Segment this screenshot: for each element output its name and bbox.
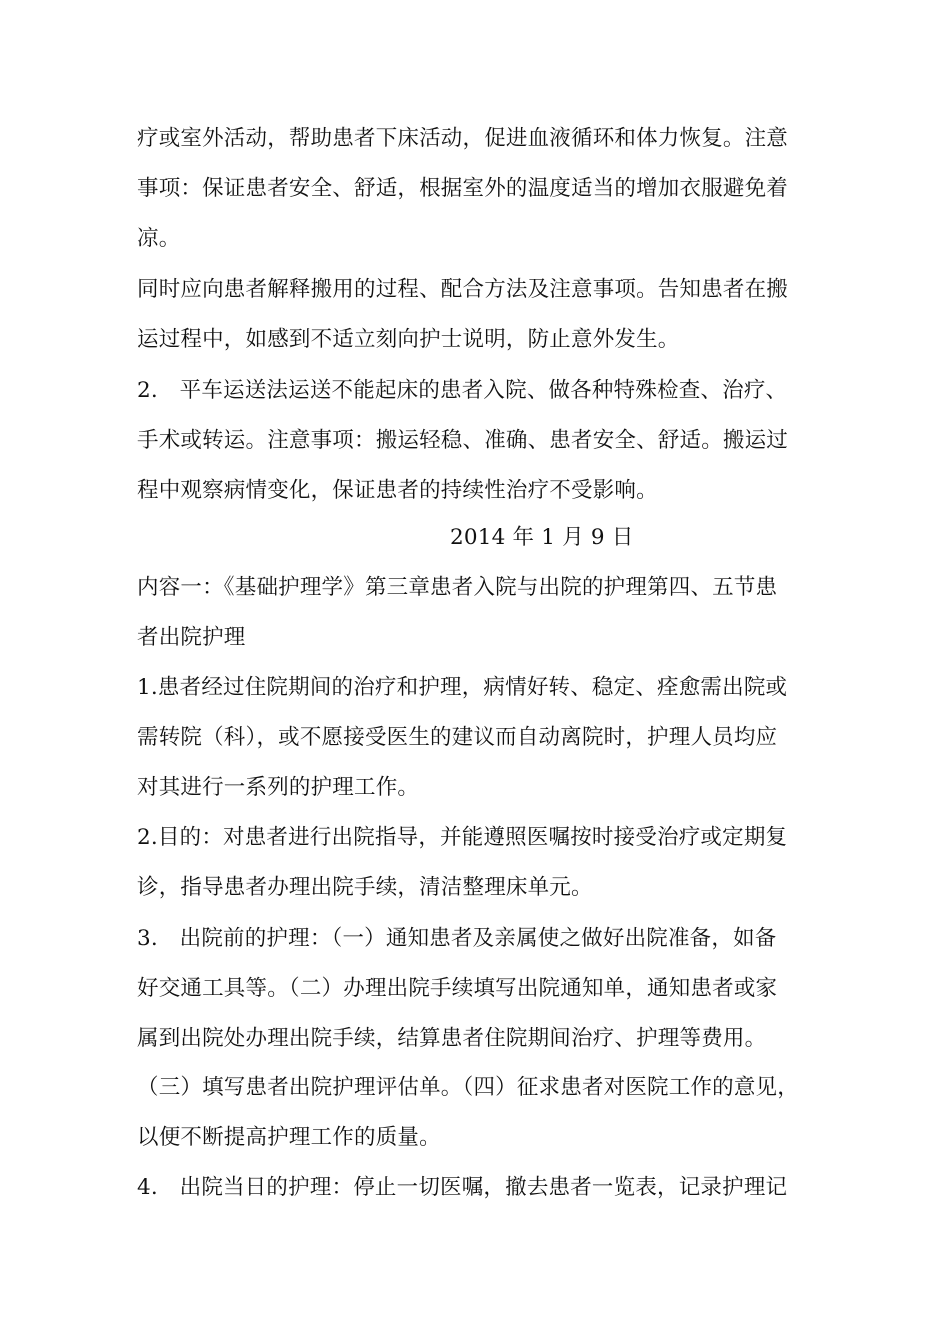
paragraph-line: 对其进行一系列的护理工作。 [137,775,420,800]
paragraph-line: （三）填写患者出院护理评估单。（四）征求患者对医院工作的意见， [137,1075,799,1100]
paragraph-line: 1.患者经过住院期间的治疗和护理，病情好转、稳定、痊愈需出院或 [137,675,788,700]
paragraph-line: 者出院护理 [137,625,246,650]
paragraph-line: 凉。 [137,226,181,251]
paragraph-line: 内容一：《基础护理学》第三章患者入院与出院的护理第四、五节患 [137,575,778,600]
paragraph-line: 好交通工具等。（二）办理出院手续填写出院通知单，通知患者或家 [137,976,778,1001]
paragraph-line: 4. 出院当日的护理：停止一切医嘱，撤去患者一览表，记录护理记 [137,1175,788,1200]
paragraph-line: 疗或室外活动，帮助患者下床活动，促进血液循环和体力恢复。注意 [137,126,789,151]
date-heading: 2014 年 1 月 9 日 [450,525,634,550]
paragraph-line: 手术或转运。注意事项：搬运轻稳、准确、患者安全、舒适。搬运过 [137,428,789,453]
paragraph-line: 3. 出院前的护理：（一）通知患者及亲属使之做好出院准备，如备 [137,926,777,951]
paragraph-line: 2.目的：对患者进行出院指导，并能遵照医嘱按时接受治疗或定期复 [137,825,788,850]
paragraph-line: 属到出院处办理出院手续，结算患者住院期间治疗、护理等费用。 [137,1026,767,1051]
paragraph-line: 同时应向患者解释搬用的过程、配合方法及注意事项。告知患者在搬 [137,277,789,302]
paragraph-line: 程中观察病情变化，保证患者的持续性治疗不受影响。 [137,478,658,503]
paragraph-line: 以便不断提高护理工作的质量。 [137,1125,441,1150]
paragraph-line: 2. 平车运送法运送不能起床的患者入院、做各种特殊检查、治疗、 [137,378,788,403]
paragraph-line: 运过程中，如感到不适立刻向护士说明，防止意外发生。 [137,327,680,352]
paragraph-line: 诊，指导患者办理出院手续，清洁整理床单元。 [137,875,593,900]
paragraph-line: 需转院（科），或不愿接受医生的建议而自动离院时，护理人员均应 [137,725,778,750]
paragraph-line: 事项：保证患者安全、舒适，根据室外的温度适当的增加衣服避免着 [137,176,789,201]
